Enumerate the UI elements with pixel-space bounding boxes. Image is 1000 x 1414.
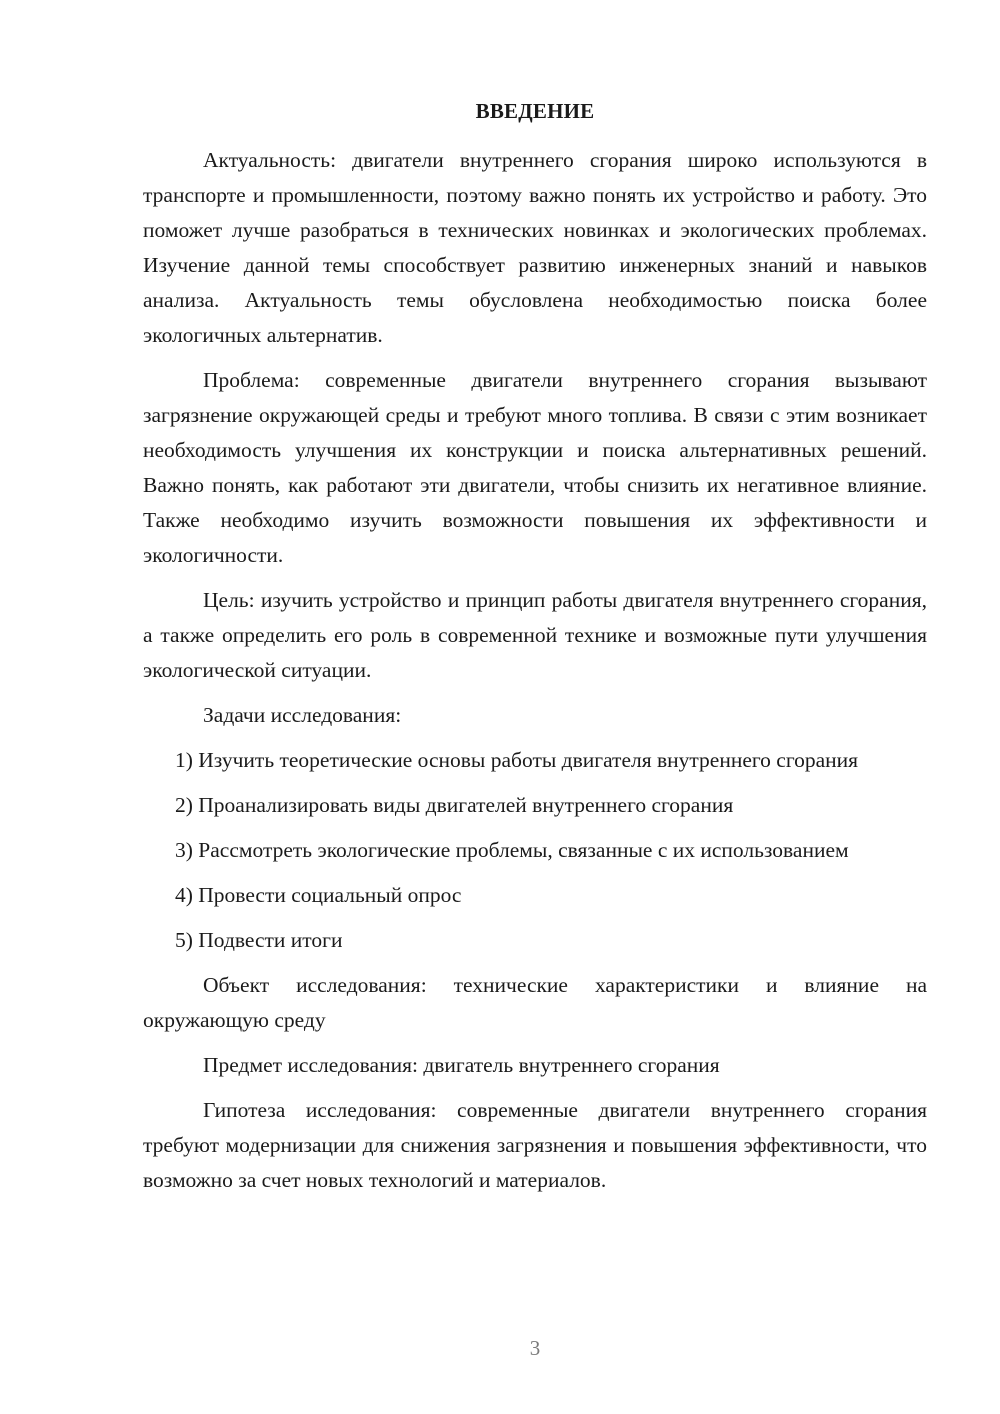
task-item-5: 5) Подвести итоги xyxy=(175,928,343,952)
task-item-2: 2) Проанализировать виды двигателей внутреннего сгорания xyxy=(175,793,734,817)
page-number: 3 xyxy=(529,1336,541,1360)
paragraph-goal: Цель: изучить устройство и принцип работы двигателя внутреннего сгорания, а также определить его роль в современной технике и возможные пути улучшения экологической ситуации. xyxy=(143,588,927,682)
paragraph-hypothesis: Гипотеза исследования: современные двигатели внутреннего сгорания требуют модернизации для снижения загрязнения и повышения эффективности, что возможно за счет новых технологий и материалов. xyxy=(143,1098,927,1192)
paragraph-relevance: Актуальность: двигатели внутреннего сгорания широко используются в транспорте и промышленности, поэтому важно понять их устройство и работу. Это поможет лучше разобраться в технических новинках и экологических проблемах. Изучение данной темы способствует развитию инженерных знаний и навыков анализа. Актуальность темы обусловлена необходимостью поиска более экологичных альтернатив. xyxy=(143,148,927,347)
task-item-1: 1) Изучить теоретические основы работы двигателя внутреннего сгорания xyxy=(175,748,859,772)
task-item-3: 3) Рассмотреть экологические проблемы, связанные с их использованием xyxy=(175,838,849,862)
document-page xyxy=(143,0,927,1414)
paragraph-problem: Проблема: современные двигатели внутреннего сгорания вызывают загрязнение окружающей среды и требуют много топлива. В связи с этим возникает необходимость улучшения их конструкции и поиска альтернативных решений. Важно понять, как работают эти двигатели, чтобы снизить их негативное влияние. Также необходимо изучить возможности повышения их эффективности и экологичности. xyxy=(143,368,927,567)
paragraph-tasks-heading: Задачи исследования: xyxy=(203,703,402,727)
document-body xyxy=(143,143,927,1198)
task-item-4: 4) Провести социальный опрос xyxy=(175,883,462,907)
paragraph-subject: Предмет исследования: двигатель внутреннего сгорания xyxy=(203,1053,720,1077)
paragraph-object: Объект исследования: технические характеристики и влияние на окружающую среду xyxy=(143,973,927,1032)
section-title: ВВЕДЕНИЕ xyxy=(475,99,595,123)
